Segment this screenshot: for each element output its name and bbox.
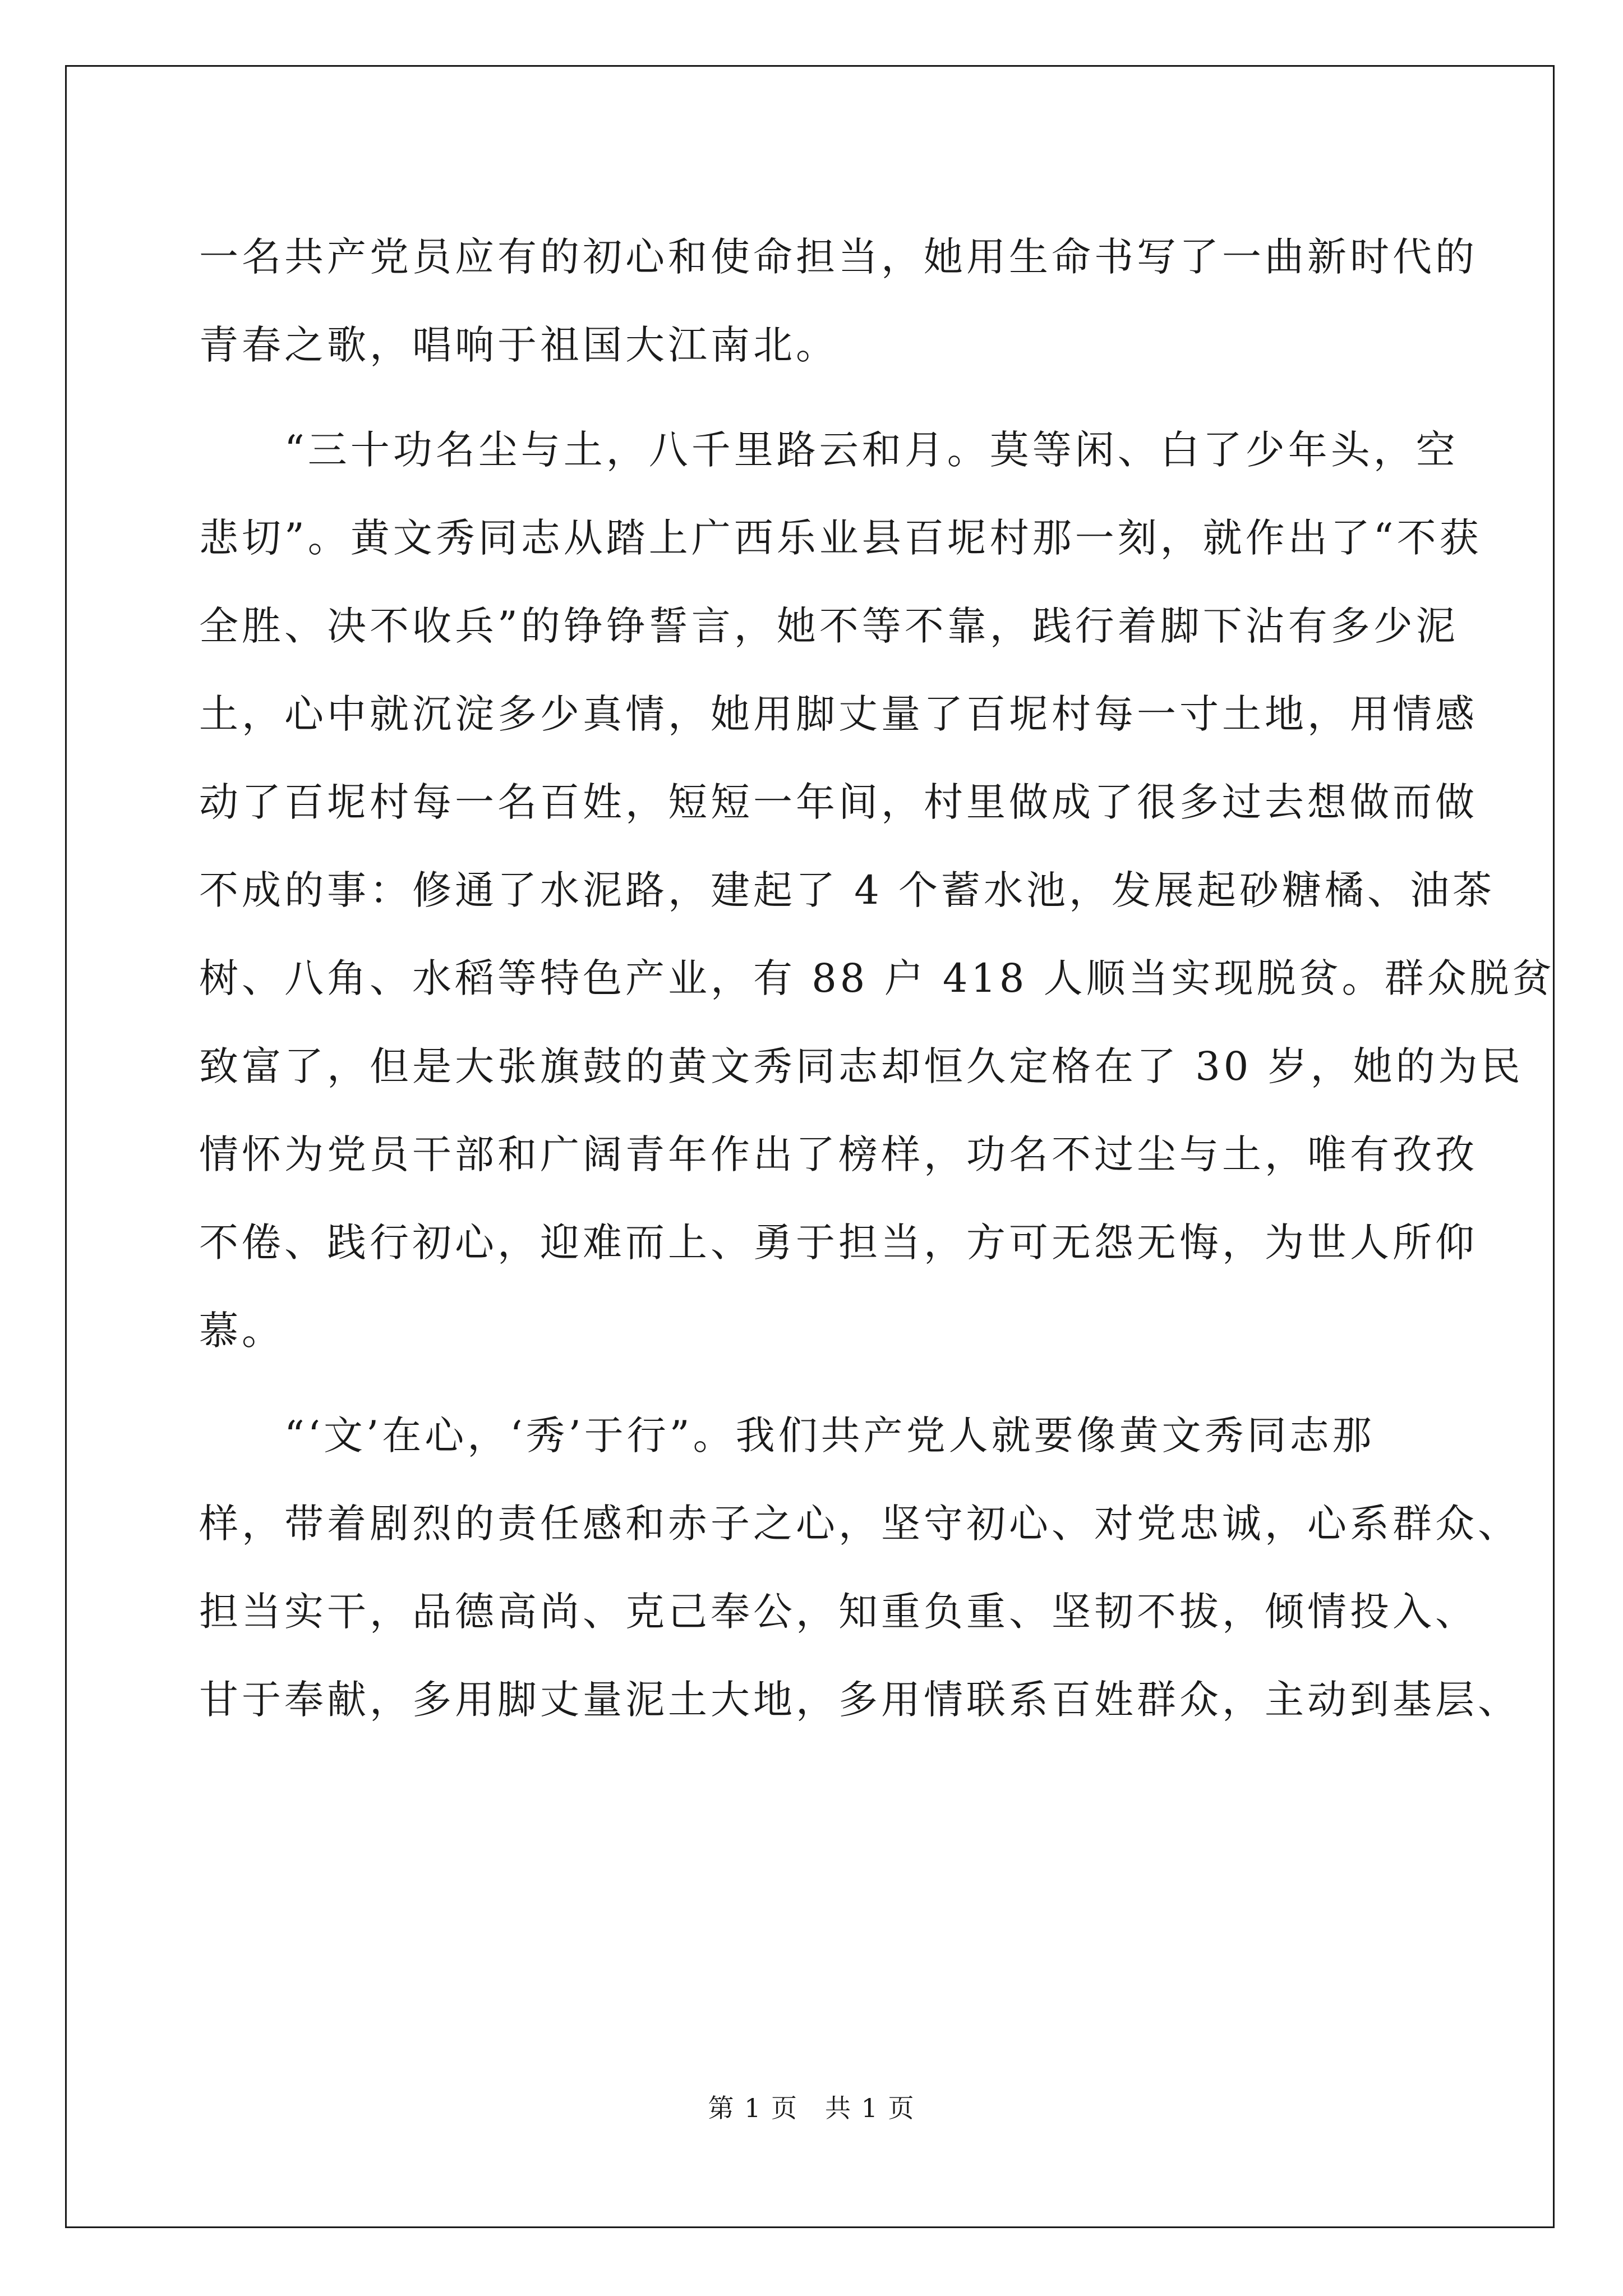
- text-line: 担当实干，品德高尚、克己奉公，知重负重、坚韧不拔，倾情投入、: [199, 1589, 1478, 1635]
- text-line: 情怀为党员干部和广阔青年作出了榜样，功名不过尘与土，唯有孜孜: [199, 1131, 1478, 1177]
- text-line: 慕。: [199, 1308, 284, 1354]
- text-line: 树、八角、水稻等特色产业，有 88 户 418 人顺当实现脱贫。群众脱贫: [199, 955, 1555, 1001]
- text-line: 全胜、决不收兵”的铮铮誓言，她不等不靠，践行着脚下沾有多少泥: [199, 603, 1459, 649]
- text-line: 一名共产党员应有的初心和使命担当，她用生命书写了一曲新时代的: [199, 234, 1478, 280]
- paragraph-3: [199, 1392, 1520, 1744]
- text-line: 动了百坭村每一名百姓，短短一年间，村里做成了很多过去想做而做: [199, 779, 1478, 825]
- paragraph-2: [199, 406, 1555, 1375]
- text-line: 不成的事：修通了水泥路，建起了 4 个蓄水池，发展起砂糖橘、油茶: [199, 867, 1496, 913]
- text-line: 甘于奉献，多用脚丈量泥土大地，多用情联系百姓群众，主动到基层、: [199, 1677, 1520, 1723]
- text-line: 青春之歌，唱响于祖国大江南北。: [199, 322, 838, 368]
- text-line: “三十功名尘与土，八千里路云和月。莫等闲、白了少年头，空: [199, 427, 1459, 473]
- document-body: [199, 213, 1555, 1744]
- text-line: 致富了，但是大张旗鼓的黄文秀同志却恒久定格在了 30 岁，她的为民: [199, 1043, 1524, 1089]
- text-line: 悲切”。黄文秀同志从踏上广西乐业县百坭村那一刻，就作出了“不获: [199, 515, 1482, 561]
- text-line: 样，带着剧烈的责任感和赤子之心，坚守初心、对党忠诚，心系群众、: [199, 1501, 1520, 1547]
- text-line: 不倦、践行初心，迎难而上、勇于担当，方可无怨无悔，为世人所仰: [199, 1220, 1478, 1266]
- page-number-footer: 第 1 页 共 1 页: [708, 2093, 915, 2123]
- text-line: “‘文’在心，‘秀’于行”。我们共产党人就要像黄文秀同志那: [199, 1412, 1375, 1458]
- text-line: 土，心中就沉淀多少真情，她用脚丈量了百坭村每一寸土地，用情感: [199, 691, 1478, 737]
- paragraph-1: [199, 213, 1478, 389]
